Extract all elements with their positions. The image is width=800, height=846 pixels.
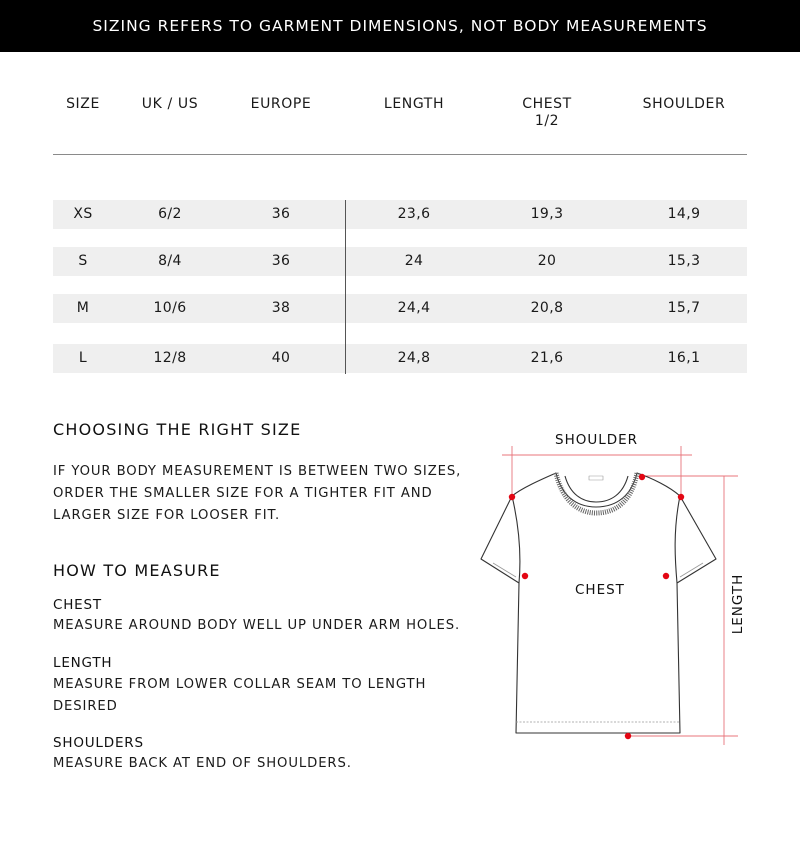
cell-size: XS bbox=[73, 206, 93, 222]
chest-right-marker bbox=[663, 573, 669, 579]
cell-chest: 21,6 bbox=[530, 350, 564, 366]
shoulders-text: MEASURE BACK AT END OF SHOULDERS. bbox=[53, 756, 352, 771]
shoulder-right-marker bbox=[678, 494, 684, 500]
cell-ukus: 8/4 bbox=[158, 253, 182, 269]
header-shoulder: SHOULDER bbox=[642, 96, 726, 112]
shoulder-left-marker bbox=[509, 494, 515, 500]
cell-shoulder: 14,9 bbox=[667, 206, 701, 222]
diagram-shoulder-label: SHOULDER bbox=[555, 432, 639, 448]
length-line: MEASURE FROM LOWER COLLAR SEAM TO LENGTH bbox=[53, 677, 427, 692]
cell-length: 24,8 bbox=[397, 350, 431, 366]
tshirt-outline bbox=[481, 473, 716, 733]
choosing-line: IF YOUR BODY MEASUREMENT IS BETWEEN TWO SIZES, bbox=[53, 464, 462, 479]
diagram-length-label: LENGTH bbox=[730, 573, 746, 635]
cell-chest: 20 bbox=[537, 253, 557, 269]
cell-ukus: 6/2 bbox=[158, 206, 182, 222]
choosing-title: CHOOSING THE RIGHT SIZE bbox=[53, 420, 302, 439]
header-europe: EUROPE bbox=[250, 96, 312, 112]
choosing-line: LARGER SIZE FOR LOOSER FIT. bbox=[53, 508, 281, 523]
cell-europe: 36 bbox=[271, 206, 291, 222]
header-size: SIZE bbox=[66, 96, 100, 112]
cell-chest: 20,8 bbox=[530, 300, 564, 316]
cell-length: 24 bbox=[404, 253, 424, 269]
chest-title: CHEST bbox=[53, 597, 102, 613]
length-line: DESIRED bbox=[53, 699, 118, 714]
header-chest-line1: CHEST bbox=[522, 96, 572, 112]
length-title: LENGTH bbox=[53, 655, 113, 671]
cell-ukus: 12/8 bbox=[153, 350, 187, 366]
cell-europe: 38 bbox=[271, 300, 291, 316]
how-title: HOW TO MEASURE bbox=[53, 561, 221, 580]
cell-europe: 40 bbox=[271, 350, 291, 366]
hem-marker bbox=[625, 733, 631, 739]
cell-length: 23,6 bbox=[397, 206, 431, 222]
chest-text: MEASURE AROUND BODY WELL UP UNDER ARM HOLES. bbox=[53, 618, 461, 633]
cell-size: M bbox=[76, 300, 90, 316]
diagram-chest-label: CHEST bbox=[575, 582, 625, 598]
shoulders-title: SHOULDERS bbox=[53, 735, 144, 751]
header-ukus: UK / US bbox=[141, 96, 199, 112]
cell-europe: 36 bbox=[271, 253, 291, 269]
cell-shoulder: 15,7 bbox=[667, 300, 701, 316]
cell-size: L bbox=[78, 350, 88, 366]
choosing-line: ORDER THE SMALLER SIZE FOR A TIGHTER FIT AND bbox=[53, 486, 433, 501]
cell-chest: 19,3 bbox=[530, 206, 564, 222]
cell-size: S bbox=[78, 253, 88, 269]
cell-shoulder: 15,3 bbox=[667, 253, 701, 269]
cell-length: 24,4 bbox=[397, 300, 431, 316]
banner-text: SIZING REFERS TO GARMENT DIMENSIONS, NOT BODY MEASUREMENTS bbox=[92, 17, 708, 35]
chest-left-marker bbox=[522, 573, 528, 579]
cell-shoulder: 16,1 bbox=[667, 350, 701, 366]
header-chest-line2: 1/2 bbox=[534, 113, 560, 129]
collar-marker bbox=[639, 474, 645, 480]
header-length: LENGTH bbox=[383, 96, 445, 112]
cell-ukus: 10/6 bbox=[153, 300, 187, 316]
